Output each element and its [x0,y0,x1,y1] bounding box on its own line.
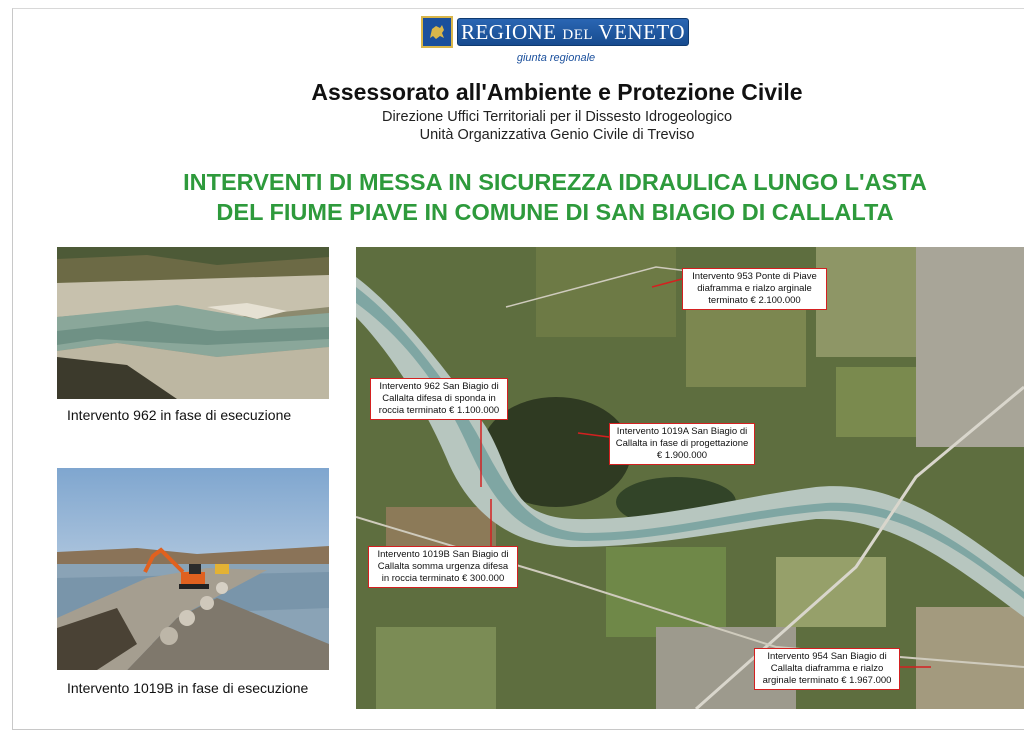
photo-caption-1019b: Intervento 1019B in fase di esecuzione [67,680,309,696]
headline-line-2: DEL FIUME PIAVE IN COMUNE DI SAN BIAGIO DI CALLALTA [216,199,894,225]
lion-crest-icon [421,16,453,48]
callout-intervento-953: Intervento 953 Ponte di Piave diaframma e rialzo arginale terminato € 2.100.000 [682,268,827,310]
logo-band [457,18,689,46]
aerial-map [356,247,1024,709]
unit-line: Unità Organizzativa Genio Civile di Treviso [419,127,695,143]
callout-intervento-1019a: Intervento 1019A San Biagio di Callalta in fase di progettazione € 1.900.000 [609,423,755,465]
photo-intervento-1019b [57,468,329,670]
region-logo [421,16,691,48]
logo-text: REGIONE DEL VENETO [460,19,686,44]
headline [110,167,1000,227]
callout-intervento-1019b: Intervento 1019B San Biagio di Callalta somma urgenza difesa in roccia terminato € 300.000 [368,546,518,588]
callout-intervento-954: Intervento 954 San Biagio di Callalta diaframma e rialzo arginale terminato € 1.967.000 [754,648,900,690]
photo-caption-962: Intervento 962 in fase di esecuzione [67,407,292,423]
callout-intervento-962: Intervento 962 San Biagio di Callalta difesa di sponda in roccia terminato € 1.100.000 [370,378,508,420]
directorate-line: Direzione Uffici Territoriali per il Dissesto Idrogeologico [381,109,733,125]
department-title: Assessorato all'Ambiente e Protezione Civile [311,79,803,105]
photo-intervento-962 [57,247,329,399]
logo-subtitle: giunta regionale [516,52,596,64]
headline-line-1: INTERVENTI DI MESSA IN SICUREZZA IDRAULICA LUNGO L'ASTA [183,169,927,195]
